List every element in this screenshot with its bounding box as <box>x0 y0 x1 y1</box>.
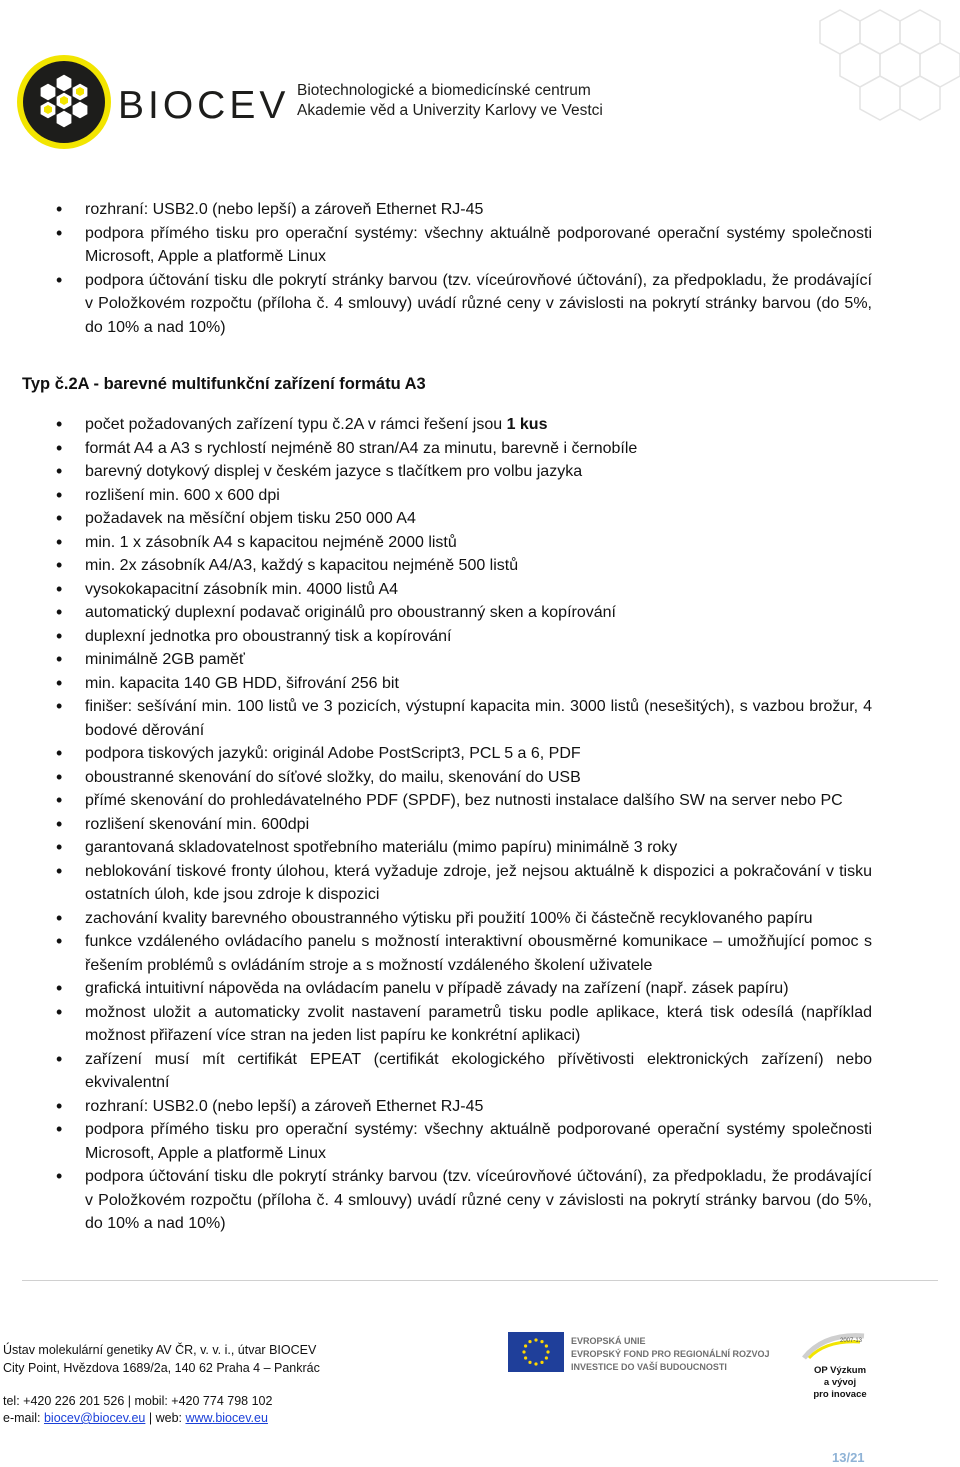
list-item: • podpora tiskových jazyků: originál Adobe PostScript3, PCL 5 a 6, PDF <box>0 742 960 766</box>
eu-star-icon <box>534 1362 537 1365</box>
footer-contacts <box>3 1411 268 1425</box>
eu-flag-icon <box>508 1332 564 1372</box>
brand-name: BIOCEV <box>118 84 290 127</box>
list-item <box>0 413 960 437</box>
eu-star-icon <box>522 1350 525 1353</box>
eu-star-icon <box>545 1356 548 1359</box>
list-item: • min. kapacita 140 GB HDD, šifrování 256 bit <box>0 672 960 696</box>
list-item: • možnost uložit a automaticky zvolit nastavení parametrů tisku podle aplikace, která tisk odesílá (například možnost přiřazení více stran na jeden list papíru ke konkrétní aplikaci) <box>0 1001 960 1048</box>
eu-star-icon <box>534 1338 537 1341</box>
list-item: • finišer: sešívání min. 100 listů ve 3 pozicích, výstupní kapacita min. 3000 listů (nesešitých), s vazbou brožur, 4 bodové děrování <box>0 695 960 742</box>
list-item: • podpora účtování tisku dle pokrytí stránky barvou (tzv. víceúrovňové účtování), za předpokladu, že prodávající v Položkovém rozpočtu (příloha č. 4 smlouvy) uvádí různé ceny v závislosti na pokrytí stránky barvou (do 5%, do 10% a nad 10%) <box>0 269 960 340</box>
op-vavpi-logo-icon <box>764 1328 874 1368</box>
biocev-logo-icon <box>14 52 114 152</box>
institution-line-2: Akademie věd a Univerzity Karlovy ve Vestci <box>297 102 603 119</box>
list-item: • podpora přímého tisku pro operační systémy: všechny aktuálně podporované operační systémy společnosti Microsoft, Apple a platformě Linux <box>0 1118 960 1165</box>
requirements-list <box>0 413 960 1236</box>
eu-star-icon <box>540 1361 543 1364</box>
list-item: • podpora účtování tisku dle pokrytí stránky barvou (tzv. víceúrovňové účtování), za předpokladu, že prodávající v Položkovém rozpočtu (příloha č. 4 smlouvy) uvádí různé ceny v závislosti na pokrytí stránky barvou (do 5%, do 10% a nad 10%) <box>0 1165 960 1236</box>
list-item: • požadavek na měsíční objem tisku 250 000 A4 <box>0 507 960 531</box>
item-quantity: 1 kus <box>506 416 548 433</box>
eu-star-icon <box>528 1340 531 1343</box>
web-link[interactable]: www.biocev.eu <box>185 1411 268 1425</box>
list-item: • barevný dotykový displej v českém jazyce s tlačítkem pro volbu jazyka <box>0 460 960 484</box>
top-bullet-list <box>0 198 960 339</box>
item-text: počet požadovaných zařízení typu č.2A v rámci řešení jsou <box>85 416 507 433</box>
list-item: • přímé skenování do prohledávatelného PDF (SPDF), bez nutnosti instalace dalšího SW na server nebo PC <box>0 789 960 813</box>
list-item: • duplexní jednotka pro oboustranný tisk a kopírování <box>0 625 960 649</box>
list-item: • formát A4 a A3 s rychlostí nejméně 80 stran/A4 za minutu, barevně i černobíle <box>0 437 960 461</box>
list-item: • rozhraní: USB2.0 (nebo lepší) a zároveň Ethernet RJ-45 <box>0 1095 960 1119</box>
institution-name <box>297 81 603 121</box>
list-item: • neblokování tiskové fronty úlohou, která vyžaduje zdroje, jež nejsou aktuálně k dispozici a pokračování v tisku ostatních úloh, kde jsou zdroje k dispozici <box>0 860 960 907</box>
list-item: • min. 2x zásobník A4/A3, každý s kapacitou nejméně 500 listů <box>0 554 960 578</box>
hexagon-pattern-icon <box>720 0 960 150</box>
list-item: • min. 1 x zásobník A4 s kapacitou nejméně 2000 listů <box>0 531 960 555</box>
page-footer <box>0 1280 960 1467</box>
list-item: • garantovaná skladovatelnost spotřebního materiálu (mimo papíru) minimálně 3 roky <box>0 836 960 860</box>
email-label: e-mail: <box>3 1411 44 1425</box>
eu-line-3: INVESTICE DO VAŠÍ BUDOUCNOSTI <box>571 1362 727 1372</box>
list-item: • rozlišení min. 600 x 600 dpi <box>0 484 960 508</box>
op-line-2: pro inovace <box>813 1389 867 1400</box>
eu-star-icon <box>540 1340 543 1343</box>
footer-address: City Point, Hvězdova 1689/2a, 140 62 Praha 4 – Pankrác <box>3 1361 320 1375</box>
op-text <box>812 1365 868 1401</box>
eu-star-icon <box>528 1361 531 1364</box>
list-item: • podpora přímého tisku pro operační systémy: všechny aktuálně podporované operační systémy společnosti Microsoft, Apple a platformě Linux <box>0 222 960 269</box>
eu-star-icon <box>524 1356 527 1359</box>
eu-star-icon <box>546 1350 549 1353</box>
eu-star-icon <box>545 1344 548 1347</box>
list-item: • zachování kvality barevného oboustranného výtisku při použití 100% či částečně recyklovaného papíru <box>0 907 960 931</box>
eu-line-2: EVROPSKÝ FOND PRO REGIONÁLNÍ ROZVOJ <box>571 1349 770 1359</box>
op-years: 2007-13 <box>840 1338 863 1344</box>
list-item: • rozlišení skenování min. 600dpi <box>0 813 960 837</box>
email-link[interactable]: biocev@biocev.eu <box>43 1411 146 1425</box>
web-label: | web: <box>145 1411 186 1425</box>
footer-org: Ústav molekulární genetiky AV ČR, v. v. i., útvar BIOCEV <box>3 1343 317 1357</box>
list-item: • funkce vzdáleného ovládacího panelu s možností interaktivní obousměrné komunikace – umožňující pomoc s řešením problémů s ovládáním stroje a s možností vzdáleného školení uživatele <box>0 930 960 977</box>
section-title: Typ č.2A - barevné multifunkční zařízení formátu A3 <box>22 375 426 393</box>
list-item: • automatický duplexní podavač originálů pro oboustranný sken a kopírování <box>0 601 960 625</box>
list-item: • oboustranné skenování do síťové složky, do mailu, skenování do USB <box>0 766 960 790</box>
list-item: • rozhraní: USB2.0 (nebo lepší) a zároveň Ethernet RJ-45 <box>0 198 960 222</box>
list-item: • minimálně 2GB paměť <box>0 648 960 672</box>
list-item: • grafická intuitivní nápověda na ovládacím panelu v případě závady na zařízení (např. zásek papíru) <box>0 977 960 1001</box>
list-item: • zařízení musí mít certifikát EPEAT (certifikát ekologického přívětivosti elektronických zařízení) nebo ekvivalentní <box>0 1048 960 1095</box>
eu-line-1: EVROPSKÁ UNIE <box>571 1336 646 1346</box>
page-number: 13/21 <box>832 1450 865 1465</box>
list-item: • vysokokapacitní zásobník min. 4000 listů A4 <box>0 578 960 602</box>
eu-text <box>571 1335 770 1374</box>
footer-divider <box>22 1280 938 1281</box>
op-line-1: OP Výzkum a vývoj <box>813 1365 867 1388</box>
eu-star-icon <box>524 1344 527 1347</box>
footer-phone: tel: +420 226 201 526 | mobil: +420 774 798 102 <box>3 1394 273 1408</box>
institution-line-1: Biotechnologické a biomedicínské centrum <box>297 82 591 99</box>
page-header <box>0 0 960 150</box>
